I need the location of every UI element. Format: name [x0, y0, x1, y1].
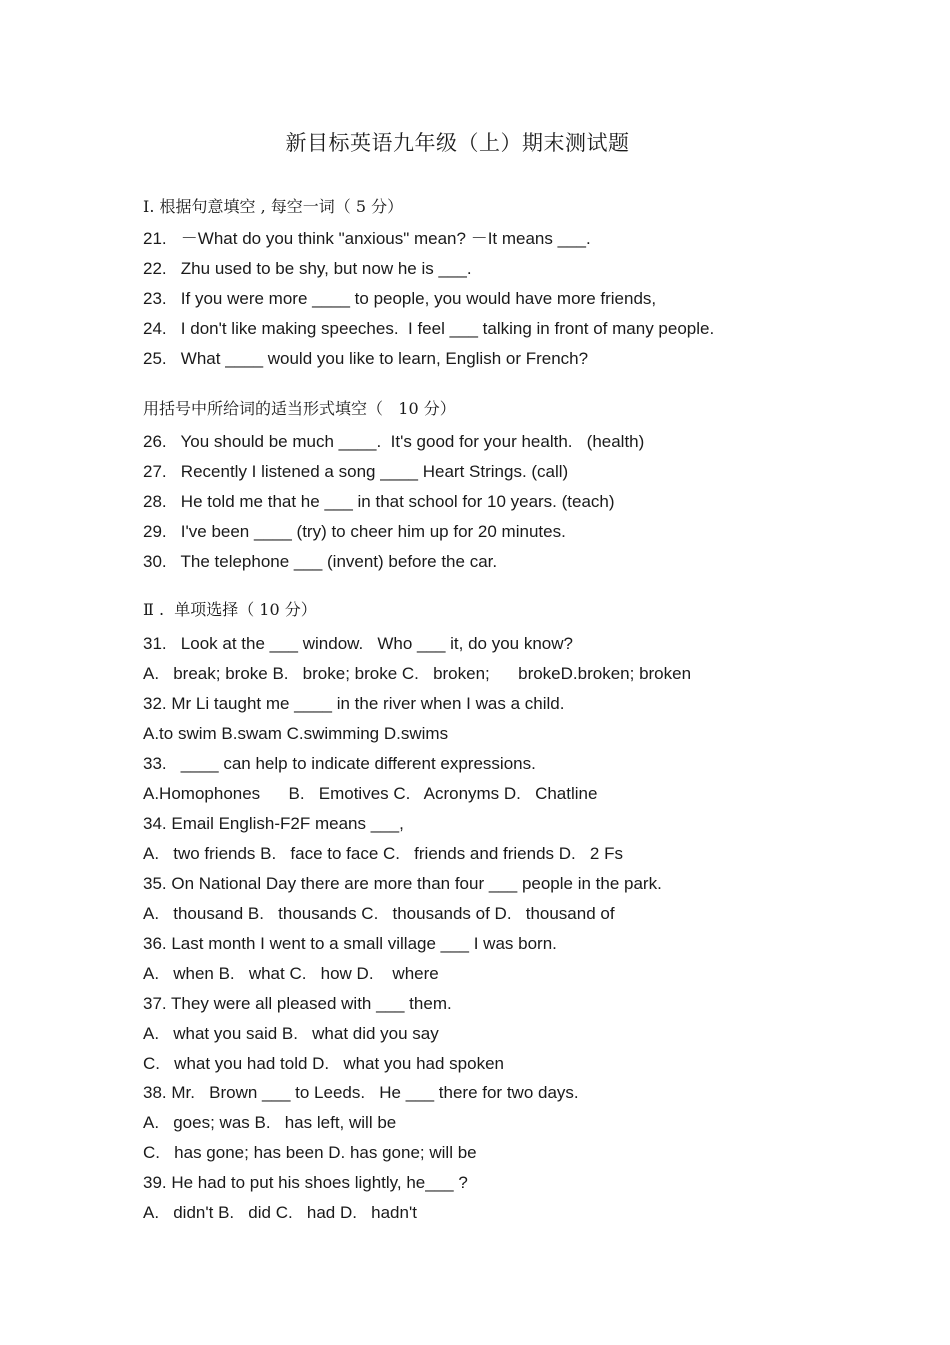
question-line: 37. They were all pleased with ___ them.	[143, 994, 452, 1013]
question-line: 25. What ____ would you like to learn, English or French?	[143, 349, 589, 368]
option-line: A. what you said B. what did you say	[143, 1024, 439, 1043]
option-line: A.Homophones B. Emotives C. Acronyms D. Chatline	[143, 784, 598, 803]
question-line: 30. The telephone ___ (invent) before the car.	[143, 552, 498, 571]
option-line: C. what you had told D. what you had spoken	[143, 1054, 504, 1073]
question-line: 39. He had to put his shoes lightly, he___ ?	[143, 1173, 468, 1192]
question-line: 35. On National Day there are more than four ___ people in the park.	[143, 874, 662, 893]
page-title: 新目标英语九年级（上）期末测试题	[285, 131, 630, 155]
section-heading-2: 用括号中所给词的适当形式填空（ 10 分）	[143, 399, 456, 418]
option-line: A. two friends B. face to face C. friends and friends D. 2 Fs	[143, 844, 623, 863]
question-line: 33. ____ can help to indicate different expressions.	[143, 754, 536, 773]
question-line: 22. Zhu used to be shy, but now he is ___.	[143, 259, 472, 278]
option-line: A. when B. what C. how D. where	[143, 964, 439, 983]
question-line: 29. I've been ____ (try) to cheer him up for 20 minutes.	[143, 522, 566, 541]
option-line: A. thousand B. thousands C. thousands of D. thousand of	[143, 904, 615, 923]
question-line: 31. Look at the ___ window. Who ___ it, do you know?	[143, 634, 573, 653]
option-line: A. didn't B. did C. had D. hadn't	[143, 1203, 417, 1222]
option-line: A. break; broke B. broke; broke C. broken; brokeD.broken; broken	[143, 664, 692, 683]
question-line: 27. Recently I listened a song ____ Heart Strings. (call)	[143, 462, 569, 481]
question-line: 26. You should be much ____. It's good for your health. (health)	[143, 432, 645, 451]
option-line: A.to swim B.swam C.swimming D.swims	[143, 724, 449, 743]
question-line: 34. Email English-F2F means ___,	[143, 814, 404, 833]
question-line: 23. If you were more ____ to people, you would have more friends,	[143, 289, 657, 308]
question-line: 21. －What do you think "anxious" mean? －It means ___.	[143, 229, 591, 248]
option-line: C. has gone; has been D. has gone; will be	[143, 1143, 477, 1162]
question-line: 28. He told me that he ___ in that school for 10 years. (teach)	[143, 492, 615, 511]
question-line: 38. Mr. Brown ___ to Leeds. He ___ there for two days.	[143, 1083, 579, 1102]
option-line: A. goes; was B. has left, will be	[143, 1113, 397, 1132]
question-line: 24. I don't like making speeches. I feel ___ talking in front of many people.	[143, 319, 715, 338]
section-heading-1: Ⅰ. 根据句意填空 , 每空一词（ 5 分）	[143, 197, 404, 216]
question-line: 32. Mr Li taught me ____ in the river when I was a child.	[143, 694, 565, 713]
question-line: 36. Last month I went to a small village ___ I was born.	[143, 934, 557, 953]
section-heading-3: Ⅱ . 单项选择（ 10 分）	[143, 600, 317, 619]
